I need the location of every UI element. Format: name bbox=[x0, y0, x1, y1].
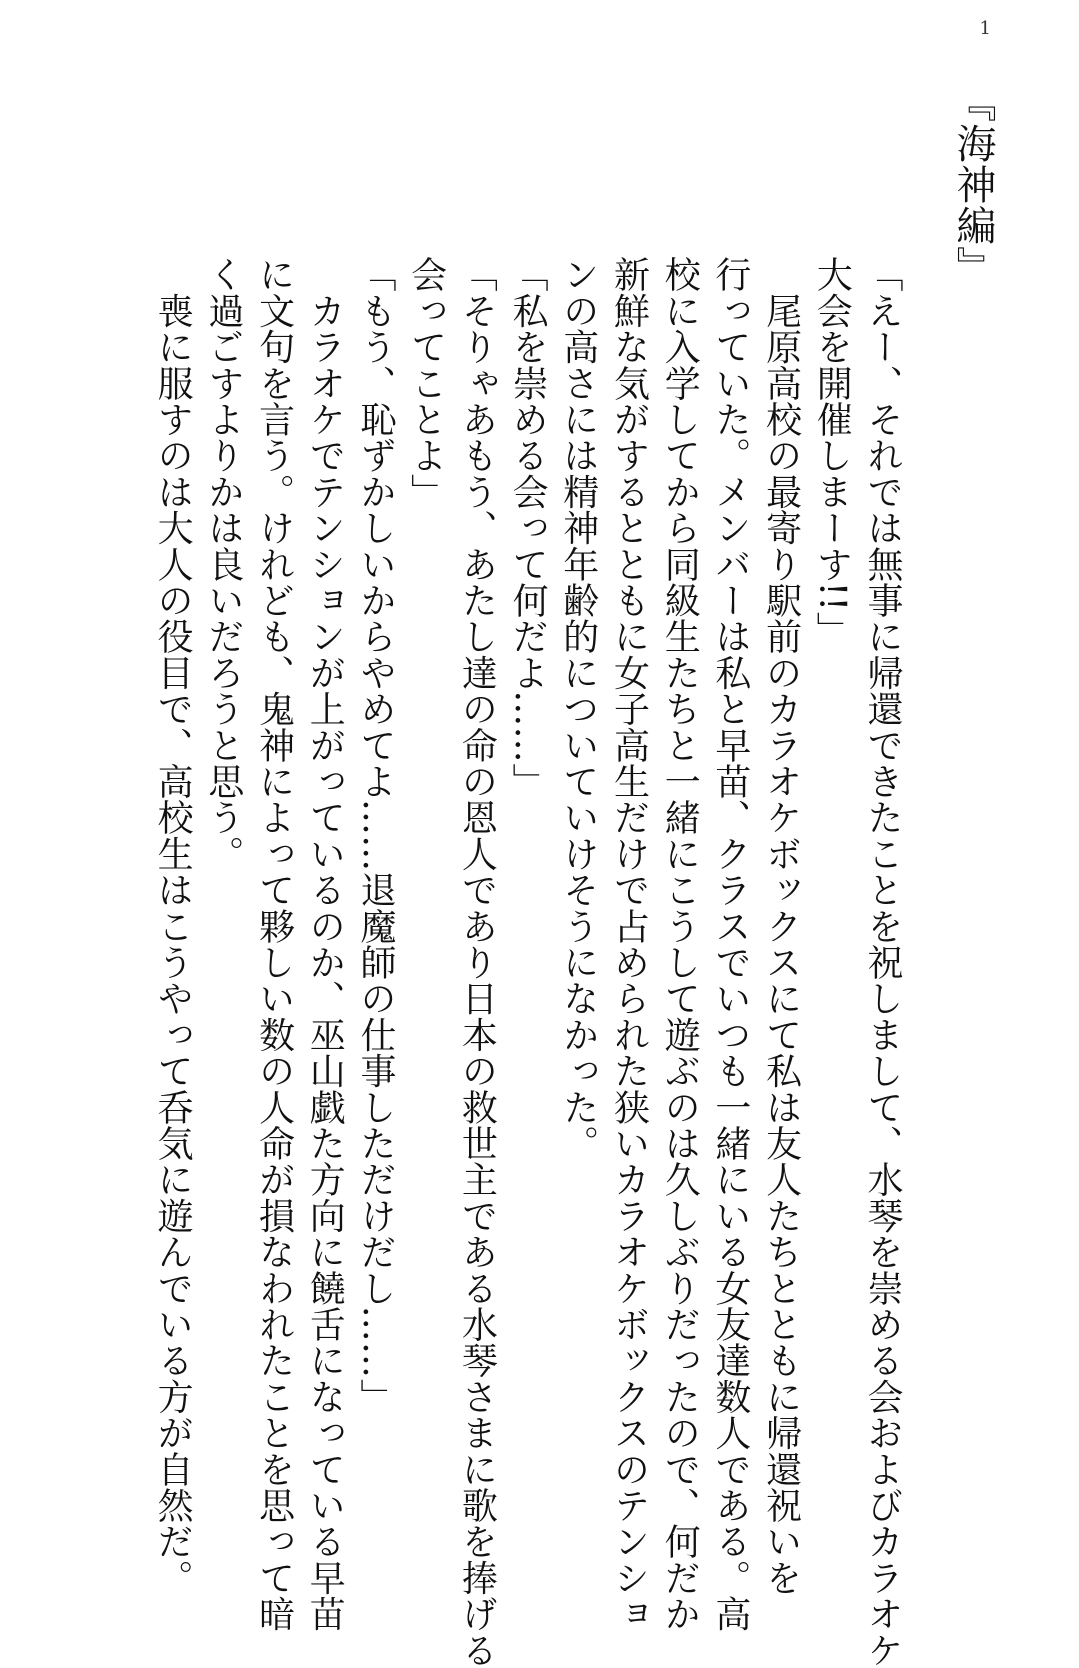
text-line: に文句を言う。けれども、鬼神によって夥しい数の人命が損なわれたことを思って暗 bbox=[253, 256, 295, 1632]
text-line: 尾原高校の最寄り駅前のカラオケボックスにて私は友人たちとともに帰還祝いを bbox=[760, 256, 802, 1596]
text-line: 喪に服すのは大人の役目で、高校生はこうやって呑気に遊んでいる方が自然だ。 bbox=[152, 256, 194, 1596]
text-line: 「そりゃあもう、あたし達の命の恩人であり日本の救世主である水琴さまに歌を捧げる bbox=[456, 256, 498, 1668]
text-line: 「私を崇める会って何だよ……」 bbox=[507, 256, 549, 799]
text-line: 新鮮な気がするとともに女子高生だけで占められた狭いカラオケボックスのテンショ bbox=[608, 256, 650, 1632]
text-line: 「もう、恥ずかしいからやめてよ……退魔師の仕事しただけだし……」 bbox=[354, 256, 396, 1415]
page-number: 1 bbox=[979, 18, 991, 39]
chapter-title: 『海神編』 bbox=[950, 82, 996, 287]
text-line: 校に入学してから同級生たちと一緒にこうして遊ぶのは久しぶりだったので、何だか bbox=[659, 256, 701, 1632]
text-line: カラオケでテンションが上がっているのか、巫山戯た方向に饒舌になっている早苗 bbox=[304, 256, 346, 1632]
text-line: 「えー、それでは無事に帰還できたことを祝しまして、水琴を崇める会およびカラオケ bbox=[862, 256, 903, 1668]
body-text bbox=[146, 256, 907, 1668]
text-line: 会ってことよ」 bbox=[405, 256, 447, 510]
text-line: 行っていた。メンバーは私と早苗、クラスでいつも一緒にいる女友達数人である。高 bbox=[709, 256, 751, 1632]
text-line: 大会を開催しまーす!!」 bbox=[811, 256, 853, 648]
text-line: ンの高さには精神年齢的についていけそうになかった。 bbox=[557, 256, 599, 1161]
text-line: く過ごすよりかは良いだろうと思う。 bbox=[202, 256, 244, 872]
